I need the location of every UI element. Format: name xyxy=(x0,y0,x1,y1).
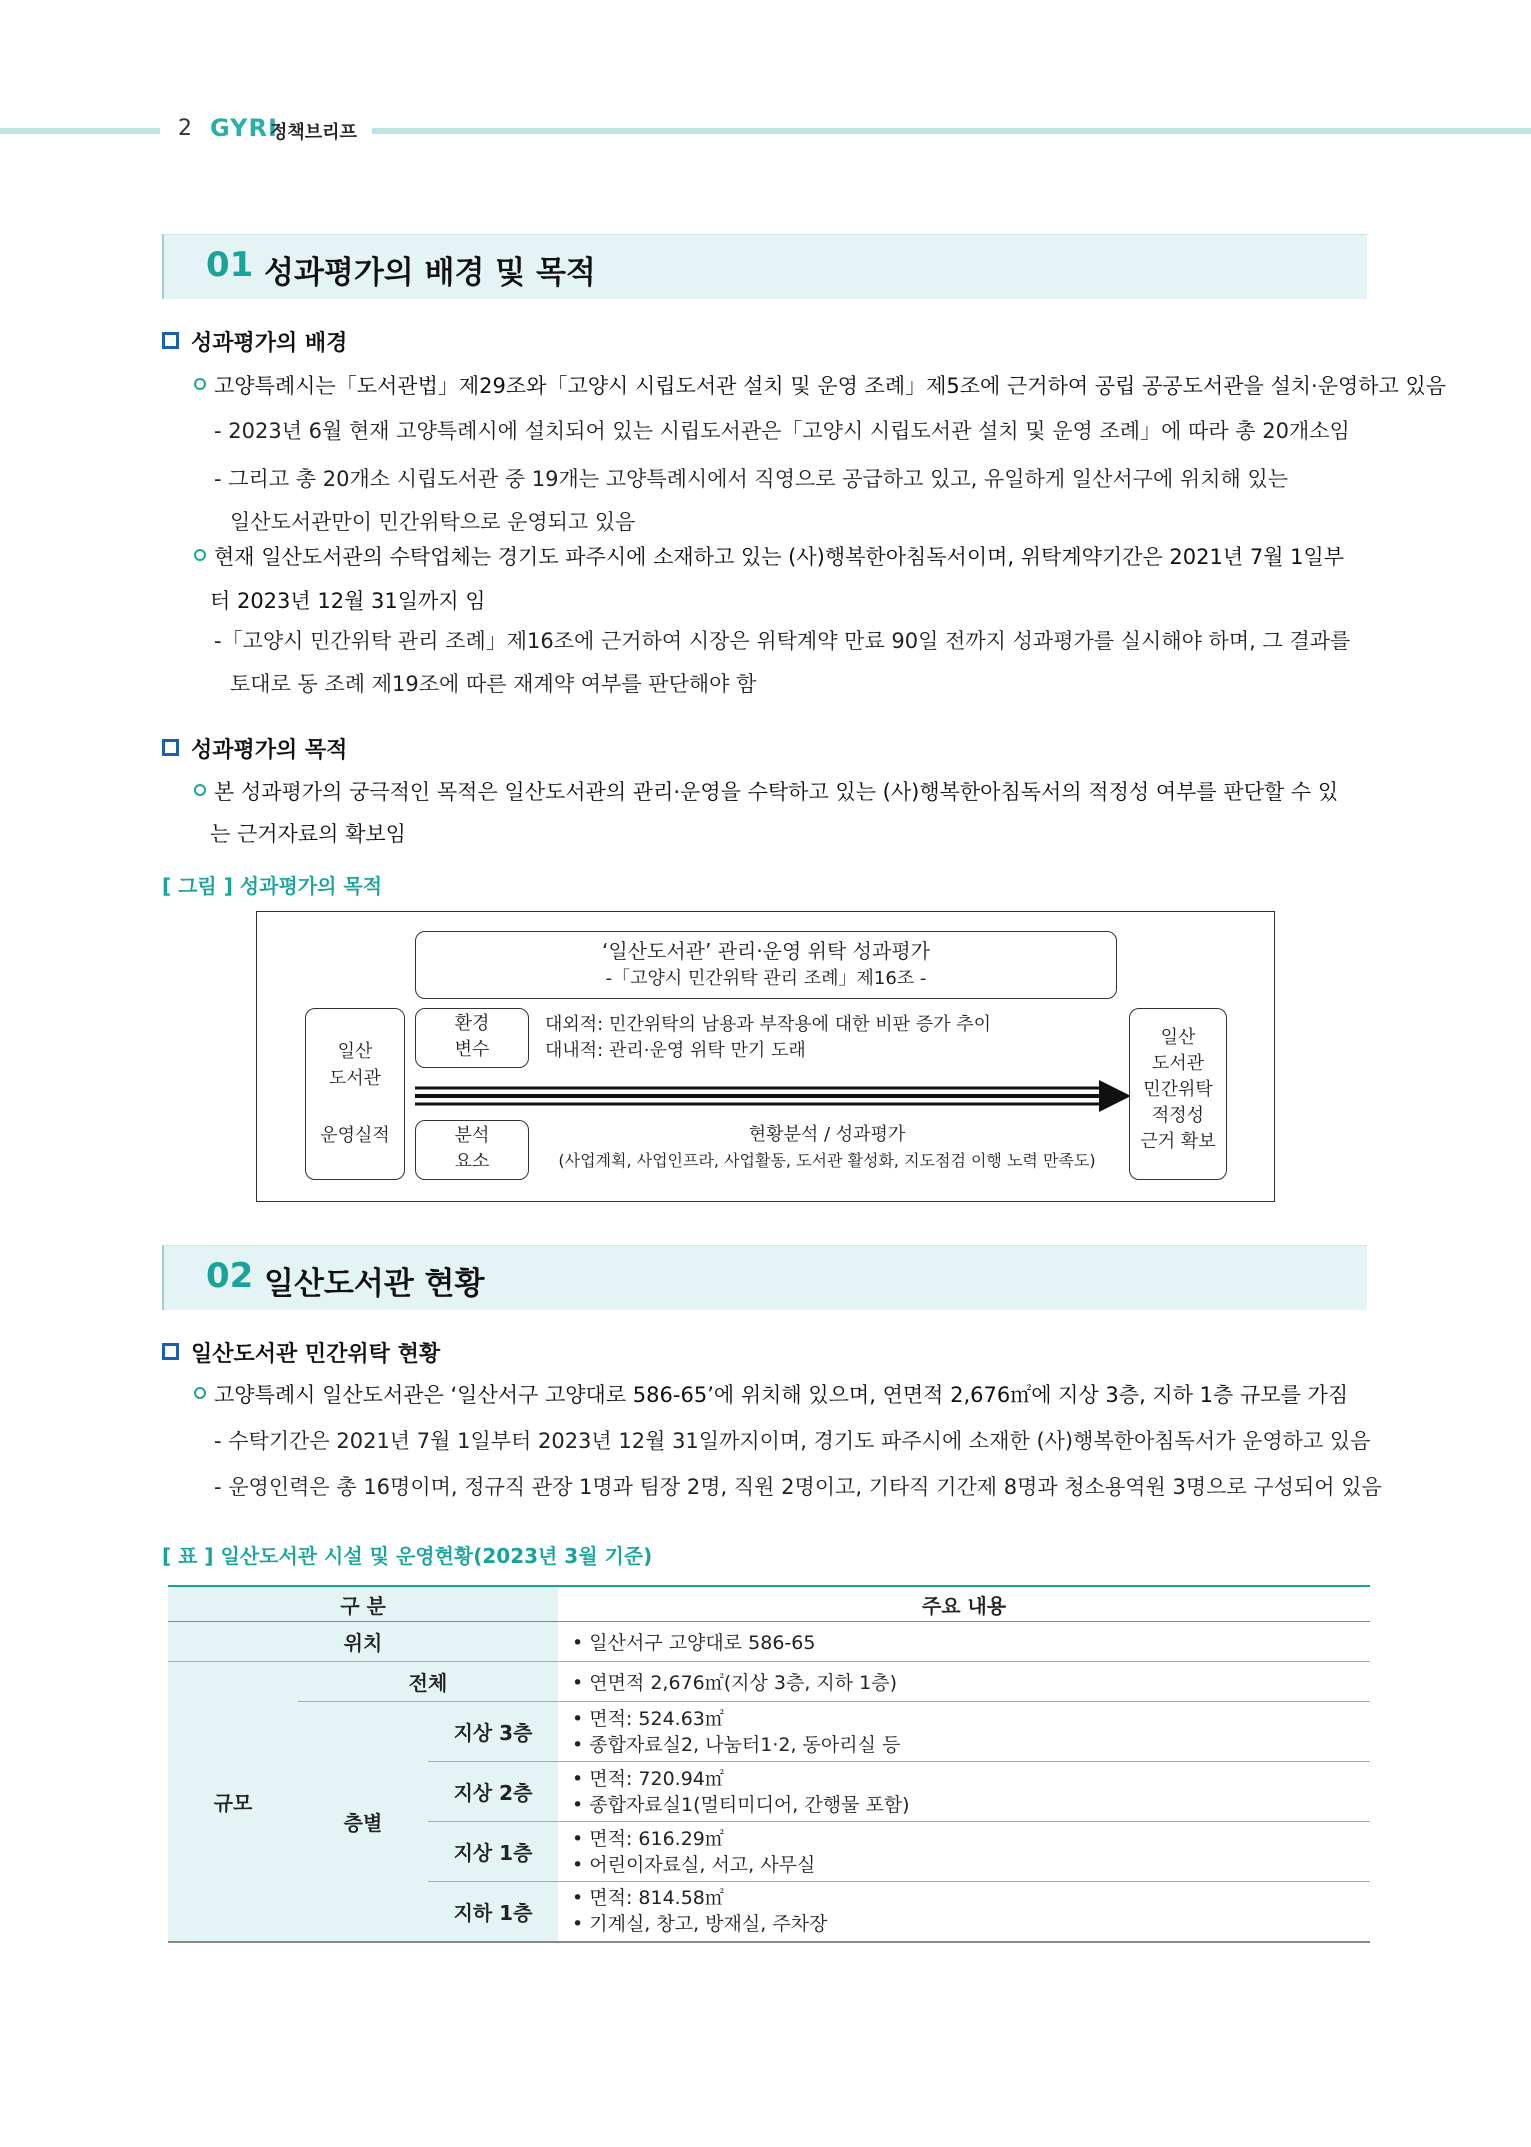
square-bullet-icon xyxy=(162,332,179,349)
env-text-1: 대외적: 민간위탁의 남용과 부작용에 대한 비판 증가 추이 xyxy=(545,1014,992,1035)
table-row xyxy=(168,1662,1370,1702)
row-value-location: • 일산서구 고양대로 586-65 xyxy=(558,1622,1370,1662)
heading-background: 성과평가의 배경 xyxy=(162,326,347,357)
dash-bg-2: - 그리고 총 20개소 시립도서관 중 19개는 고양특례시에서 직영으로 공급하고 있고, 유일하게 일산서구에 위치해 있는 xyxy=(214,467,1289,491)
analysis-label-2: 요소 xyxy=(454,1151,490,1172)
section-2-number: 02 xyxy=(206,1256,254,1296)
circle-bullet-icon xyxy=(194,784,206,796)
analysis-label-1: 분석 xyxy=(454,1125,490,1146)
right-label-1: 일산 xyxy=(1160,1027,1196,1048)
table-caption: [ 표 ] 일산도서관 시설 및 운영현황(2023년 3월 기준) xyxy=(162,1544,653,1568)
floor-1-area: • 면적: 616.29㎡ xyxy=(572,1827,724,1850)
row-value-floor-1 xyxy=(558,1822,1370,1882)
bullet-purpose-1-cont: 는 근거자료의 확보임 xyxy=(210,822,406,846)
bullet-bg-2: 현재 일산도서관의 수탁업체는 경기도 파주시에 소재하고 있는 (사)행복한아침독서이며, 위탁계약기간은 2021년 7월 1일부 xyxy=(194,538,1344,576)
bullet-bg-2-cont: 터 2023년 12월 31일까지 임 xyxy=(210,589,486,613)
diagram-top-box xyxy=(415,931,1117,999)
diagram-top-subtitle: -「고양시 민간위탁 관리 조례」제16조 - xyxy=(605,968,927,989)
row-label-floors: 층별 xyxy=(298,1702,428,1942)
floor-1-rooms: • 어린이자료실, 서고, 사무실 xyxy=(572,1853,816,1876)
row-label-total: 전체 xyxy=(298,1662,558,1702)
right-arrow-icon xyxy=(413,1076,1133,1116)
row-label-basement-1: 지하 1층 xyxy=(428,1882,558,1942)
dash-bg-2-cont: 일산도서관만이 민간위탁으로 운영되고 있음 xyxy=(230,510,636,534)
circle-bullet-icon xyxy=(194,378,206,390)
brief-label: 정책브리프 xyxy=(270,122,357,143)
row-value-basement-1 xyxy=(558,1882,1370,1942)
figure-caption: [ 그림 ] 성과평가의 목적 xyxy=(162,874,383,898)
env-label-1: 환경 xyxy=(454,1013,490,1034)
facility-table xyxy=(168,1585,1370,1943)
basement-1-rooms: • 기계실, 창고, 방재실, 주차장 xyxy=(572,1913,828,1936)
diagram-left-box xyxy=(305,1008,405,1180)
row-value-total: • 연면적 2,676㎡(지상 3층, 지하 1층) xyxy=(558,1662,1370,1702)
square-bullet-icon xyxy=(162,1343,179,1360)
right-label-5: 근거 확보 xyxy=(1140,1131,1216,1152)
dash-status-2: - 운영인력은 총 16명이며, 정규직 관장 1명과 팀장 2명, 직원 2명이고, 기타직 기간제 8명과 청소용역원 3명으로 구성되어 있음 xyxy=(214,1475,1382,1499)
right-label-3: 민간위탁 xyxy=(1143,1079,1213,1100)
floor-3-rooms: • 종합자료실2, 나눔터1·2, 동아리실 등 xyxy=(572,1733,901,1756)
row-label-scale: 규모 xyxy=(168,1662,298,1942)
bullet-purpose-1: 본 성과평가의 궁극적인 목적은 일산도서관의 관리·운영을 수탁하고 있는 (사)행복한아침독서의 적정성 여부를 판단할 수 있 xyxy=(194,773,1338,811)
row-value-floor-2 xyxy=(558,1762,1370,1822)
row-label-floor-3: 지상 3층 xyxy=(428,1702,558,1762)
right-label-4: 적정성 xyxy=(1151,1105,1205,1126)
square-bullet-icon xyxy=(162,739,179,756)
heading-purpose: 성과평가의 목적 xyxy=(162,733,347,764)
analysis-text-2: (사업계획, 사업인프라, 사업활동, 도서관 활성화, 지도점검 이행 노력 만족도) xyxy=(558,1151,1096,1170)
right-label-2: 도서관 xyxy=(1151,1053,1205,1074)
env-label-2: 변수 xyxy=(454,1039,490,1060)
analysis-box xyxy=(415,1120,529,1180)
table-header-category: 구 분 xyxy=(168,1586,558,1622)
circle-bullet-icon xyxy=(194,549,206,561)
row-value-floor-3 xyxy=(558,1702,1370,1762)
table-row xyxy=(168,1702,1370,1762)
gyri-logo: GYRI xyxy=(210,114,278,142)
analysis-text-1: 현황분석 / 성과평가 xyxy=(748,1124,906,1145)
header-rule-right xyxy=(372,128,1531,134)
row-label-floor-1: 지상 1층 xyxy=(428,1822,558,1882)
purpose-diagram xyxy=(256,911,1275,1202)
env-text-2: 대내적: 관리·운영 위탁 만기 도래 xyxy=(545,1040,806,1061)
env-box xyxy=(415,1008,529,1068)
diagram-top-title: ‘일산도서관’ 관리·운영 위탁 성과평가 xyxy=(602,939,930,963)
circle-bullet-icon xyxy=(194,1387,206,1399)
dash-bg-3-cont: 토대로 동 조례 제19조에 따른 재계약 여부를 판단해야 함 xyxy=(230,672,757,696)
row-label-location: 위치 xyxy=(168,1622,558,1662)
basement-1-area: • 면적: 814.58㎡ xyxy=(572,1887,724,1910)
section-1-title-bar xyxy=(162,234,1367,299)
table-header-content: 주요 내용 xyxy=(558,1586,1370,1622)
floor-2-rooms: • 종합자료실1(멀티미디어, 간행물 포함) xyxy=(572,1793,910,1816)
section-2-title-bar xyxy=(162,1245,1367,1310)
section-1-title: 성과평가의 배경 및 목적 xyxy=(264,255,596,291)
diagram-right-box xyxy=(1129,1008,1227,1180)
table-header-row xyxy=(168,1586,1370,1622)
dash-bg-1: - 2023년 6월 현재 고양특례시에 설치되어 있는 시립도서관은「고양시 시립도서관 설치 및 운영 조례」에 따라 총 20개소임 xyxy=(214,419,1350,443)
page-number: 2 xyxy=(178,116,192,141)
header-rule-left xyxy=(0,128,160,134)
bullet-status-1: 고양특례시 일산도서관은 ‘일산서구 고양대로 586-65’에 위치해 있으며, 연면적 2,676㎡에 지상 3층, 지하 1층 규모를 가짐 xyxy=(194,1376,1348,1414)
section-1-number: 01 xyxy=(206,245,254,285)
row-label-floor-2: 지상 2층 xyxy=(428,1762,558,1822)
dash-status-1: - 수탁기간은 2021년 7월 1일부터 2023년 12월 31일까지이며, 경기도 파주시에 소재한 (사)행복한아침독서가 운영하고 있음 xyxy=(214,1429,1371,1453)
table-row xyxy=(168,1622,1370,1662)
section-2-title: 일산도서관 현황 xyxy=(264,1266,485,1302)
dash-bg-3: -「고양시 민간위탁 관리 조례」제16조에 근거하여 시장은 위탁계약 만료 90일 전까지 성과평가를 실시해야 하며, 그 결과를 xyxy=(214,629,1351,653)
heading-status: 일산도서관 민간위탁 현황 xyxy=(162,1337,440,1368)
left-label-2: 도서관 xyxy=(328,1068,382,1089)
left-label-1: 일산 xyxy=(337,1041,373,1062)
bullet-bg-1: 고양특례시는「도서관법」제29조와「고양시 시립도서관 설치 및 운영 조례」제5조에 근거하여 공립 공공도서관을 설치·운영하고 있음 xyxy=(194,367,1446,405)
floor-2-area: • 면적: 720.94㎡ xyxy=(572,1767,724,1790)
left-label-3: 운영실적 xyxy=(320,1125,390,1146)
floor-3-area: • 면적: 524.63㎡ xyxy=(572,1707,724,1730)
